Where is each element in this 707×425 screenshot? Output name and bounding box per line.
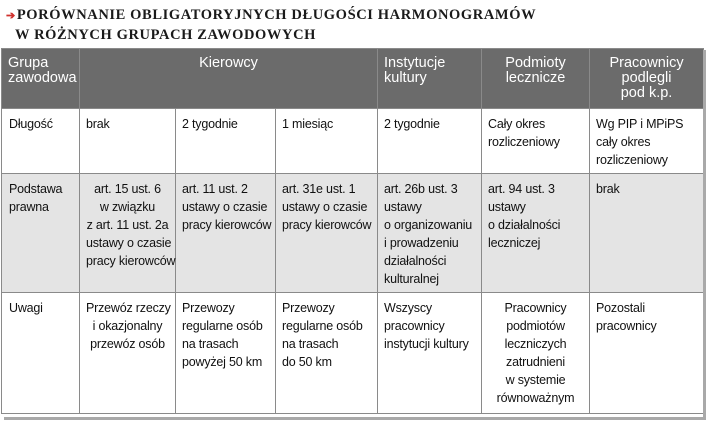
header-pracownicy: Pracownicy podlegli pod k.p. (590, 49, 704, 109)
page-title (6, 6, 696, 45)
title-line-1 (6, 6, 696, 26)
cell-pracownicy: Pozostali pracownicy (590, 293, 704, 414)
cell-pracownicy: Wg PIP i MPiPS cały okres rozliczeniowy (590, 109, 704, 174)
table-shadow-right (703, 50, 706, 417)
cell-kultura: 2 tygodnie (378, 109, 482, 174)
header-kierowcy: Kierowcy (80, 49, 378, 109)
row-podstawa (2, 174, 704, 293)
cell-k2: 2 tygodnie (176, 109, 276, 174)
cell-k2: Przewozy regularne osób na trasach powyżej 50 km (176, 293, 276, 414)
cell-lecznicze: Pracownicy podmiotów leczniczych zatrudnieni w systemie równoważnym (482, 293, 590, 414)
cell-k1: Przewóz rzeczy i okazjonalny przewóz osób (80, 293, 176, 414)
cell-k2: art. 11 ust. 2 ustawy o czasie pracy kierowców (176, 174, 276, 293)
cell-kultura: art. 26b ust. 3 ustawy o organizowaniu i prowadzeniu działalności kulturalnej (378, 174, 482, 293)
row-label: Uwagi (2, 293, 80, 414)
row-dlugosc (2, 109, 704, 174)
title-line-2: W RÓŻNYCH GRUPACH ZAWODOWYCH (15, 27, 317, 43)
table-shadow-bottom (4, 417, 706, 420)
cell-k3: 1 miesiąc (276, 109, 378, 174)
arrow-bullet-icon: ➔ (6, 10, 16, 22)
cell-k3: art. 31e ust. 1 ustawy o czasie pracy kierowców (276, 174, 378, 293)
header-kultura: Instytucje kultury (378, 49, 482, 109)
cell-lecznicze: Cały okres rozliczeniowy (482, 109, 590, 174)
row-uwagi (2, 293, 704, 414)
row-label: Długość (2, 109, 80, 174)
comparison-table (1, 48, 704, 414)
cell-kultura: Wszyscy pracownicy instytucji kultury (378, 293, 482, 414)
row-label: Podstawa prawna (2, 174, 80, 293)
cell-lecznicze: art. 94 ust. 3 ustawy o działalności leczniczej (482, 174, 590, 293)
header-group: Grupa zawodowa (2, 49, 80, 109)
title-text-1: PORÓWNANIE OBLIGATORYJNYCH DŁUGOŚCI HARMONOGRAMÓW (16, 7, 537, 23)
header-row (2, 49, 704, 109)
cell-k3: Przewozy regularne osób na trasach do 50 km (276, 293, 378, 414)
cell-k1: art. 15 ust. 6 w związku z art. 11 ust. 2a ustawy o czasie pracy kierowców (80, 174, 176, 293)
cell-pracownicy: brak (590, 174, 704, 293)
cell-k1: brak (80, 109, 176, 174)
header-lecznicze: Podmioty lecznicze (482, 49, 590, 109)
